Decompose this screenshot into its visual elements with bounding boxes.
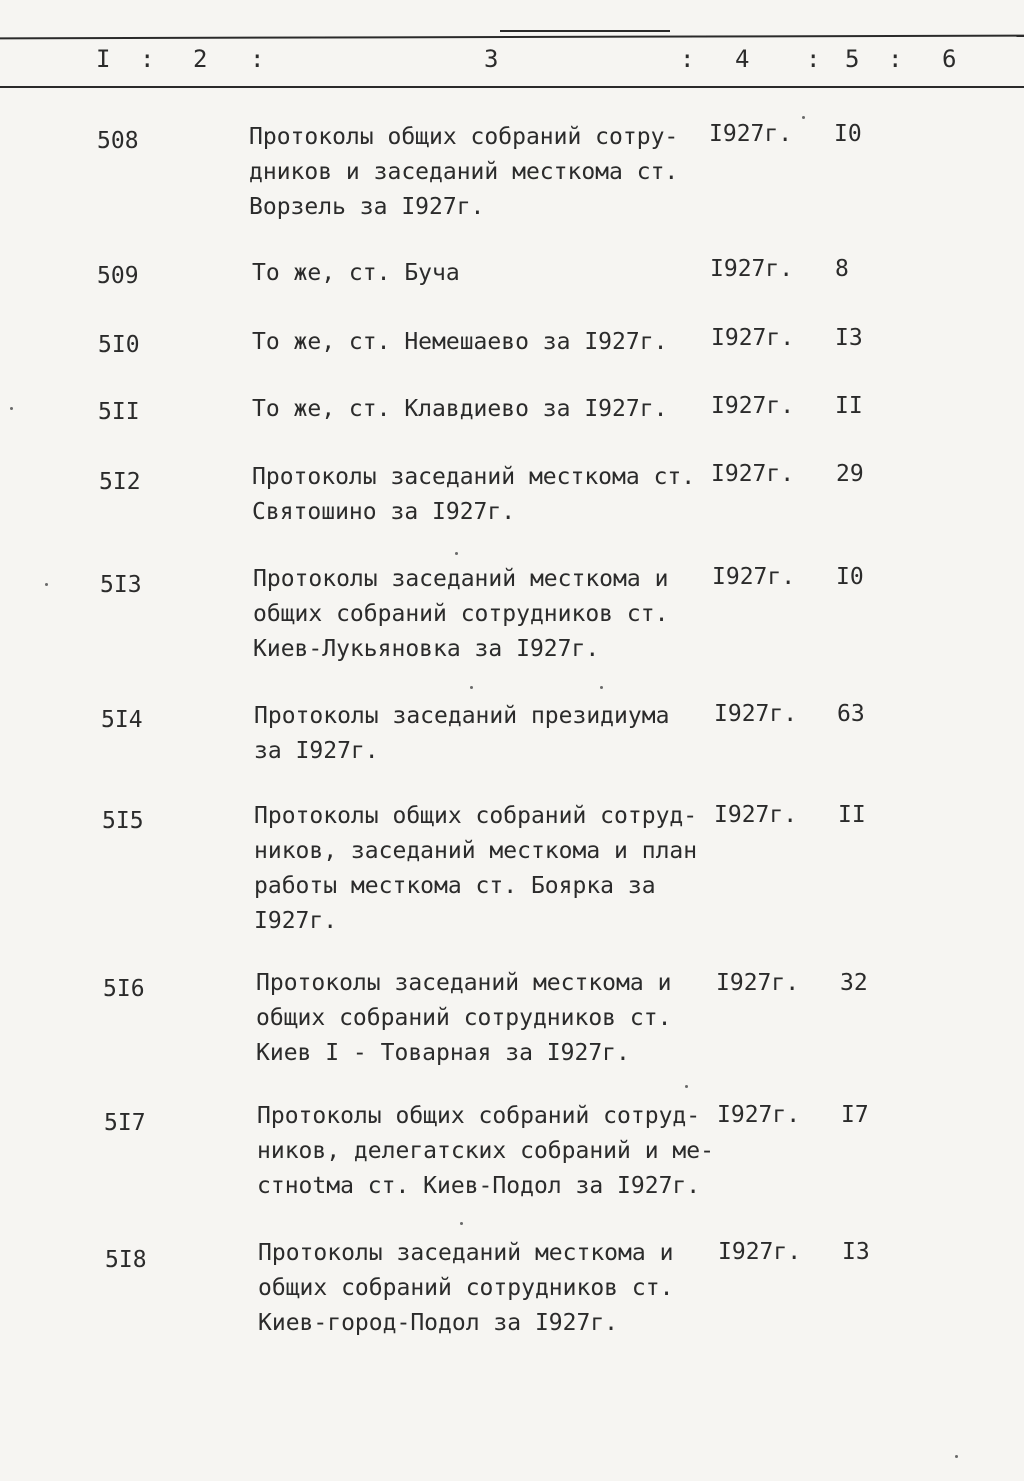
header-sep-2: :: [250, 45, 265, 73]
header-top-rule: [0, 35, 1024, 40]
row-518-description: [258, 1236, 718, 1341]
row-515-year: I927г.: [714, 802, 798, 828]
row-508-line-1: Протоколы общих собраний сотру-: [249, 124, 679, 150]
row-511-line-1: То же, ст. Клавдиево за I927г.: [252, 396, 668, 422]
header-sep-4: :: [806, 45, 821, 73]
row-514-line-2: за I927г.: [254, 738, 379, 764]
row-516-sheets: 32: [840, 970, 868, 996]
row-516-line-2: общих собраний сотрудников ст.: [256, 1005, 672, 1031]
row-508-number: 508: [97, 128, 139, 154]
row-513-number: 5I3: [100, 572, 142, 598]
row-515-line-4: I927г.: [254, 908, 338, 934]
row-509-line-1: То же, ст. Буча: [252, 260, 460, 286]
row-517-number: 5I7: [104, 1110, 146, 1136]
header-bottom-rule: [0, 86, 1024, 88]
row-511-description: [252, 392, 712, 427]
scan-speck: [802, 116, 805, 119]
scan-speck: [45, 583, 48, 586]
row-509-sheets: 8: [835, 256, 849, 282]
row-515-line-1: Протоколы общих собраний сотруд-: [254, 803, 698, 829]
header-col-4: 4: [735, 45, 750, 73]
row-518-sheets: I3: [842, 1239, 870, 1265]
scan-speck: [955, 1455, 958, 1458]
row-509-description: [252, 256, 712, 291]
row-517-description: [257, 1099, 717, 1204]
row-512-line-1: Протоколы заседаний месткома ст.: [252, 464, 696, 490]
row-508-sheets: I0: [834, 121, 862, 147]
row-518-year: I927г.: [718, 1239, 802, 1265]
row-510-sheets: I3: [835, 325, 863, 351]
row-513-line-3: Киев-Лукьяновка за I927г.: [253, 636, 600, 662]
row-512-sheets: 29: [836, 461, 864, 487]
row-512-description: [252, 460, 712, 530]
row-515-line-3: работы месткома ст. Боярка за: [254, 873, 656, 899]
row-513-line-1: Протоколы заседаний месткома и: [253, 566, 669, 592]
scan-speck: [685, 1085, 688, 1088]
row-510-year: I927г.: [711, 325, 795, 351]
scan-speck: [600, 686, 603, 689]
row-513-description: [253, 562, 713, 667]
row-517-sheets: I7: [841, 1102, 869, 1128]
row-516-year: I927г.: [716, 970, 800, 996]
row-518-line-1: Протоколы заседаний месткома и: [258, 1240, 674, 1266]
row-516-line-3: Киев I - Товарная за I927г.: [256, 1040, 630, 1066]
header-col-6: 6: [942, 45, 957, 73]
header-sep-3: :: [680, 45, 695, 73]
row-509-year: I927г.: [710, 256, 794, 282]
row-517-line-3: стноtма ст. Киев-Подол за I927г.: [257, 1173, 701, 1199]
row-517-year: I927г.: [717, 1102, 801, 1128]
row-511-number: 5II: [98, 399, 140, 425]
row-510-number: 5I0: [98, 332, 140, 358]
row-513-line-2: общих собраний сотрудников ст.: [253, 601, 669, 627]
row-514-sheets: 63: [837, 701, 865, 727]
row-509-number: 509: [97, 263, 139, 289]
row-513-year: I927г.: [712, 564, 796, 590]
row-514-line-1: Протоколы заседаний президиума: [254, 703, 670, 729]
scan-speck: [470, 686, 473, 689]
row-517-line-2: ников, делегатских собраний и ме-: [257, 1138, 714, 1164]
header-sep-5: :: [888, 45, 903, 73]
row-512-number: 5I2: [99, 469, 141, 495]
row-518-line-2: общих собраний сотрудников ст.: [258, 1275, 674, 1301]
header-sep-1: :: [140, 45, 155, 73]
row-516-number: 5I6: [103, 976, 145, 1002]
header-top-short-rule: [500, 30, 670, 32]
scan-speck: [10, 407, 13, 410]
row-514-number: 5I4: [101, 707, 143, 733]
row-518-number: 5I8: [105, 1247, 147, 1273]
header-col-3: 3: [484, 45, 499, 73]
row-518-line-3: Киев-город-Подол за I927г.: [258, 1310, 619, 1336]
scan-speck: [455, 552, 458, 555]
row-510-description: [252, 325, 712, 360]
header-col-1: I: [96, 45, 111, 73]
row-511-sheets: II: [835, 393, 863, 419]
row-517-line-1: Протоколы общих собраний сотруд-: [257, 1103, 701, 1129]
header-col-2: 2: [193, 45, 208, 73]
row-515-sheets: II: [838, 802, 866, 828]
row-510-line-1: То же, ст. Немешаево за I927г.: [252, 329, 668, 355]
row-512-year: I927г.: [711, 461, 795, 487]
row-508-year: I927г.: [709, 121, 793, 147]
row-513-sheets: I0: [836, 564, 864, 590]
row-512-line-2: Святошино за I927г.: [252, 499, 516, 525]
row-511-year: I927г.: [711, 393, 795, 419]
row-515-description: [254, 799, 714, 939]
row-508-description: [249, 120, 709, 225]
row-514-year: I927г.: [714, 701, 798, 727]
header-col-5: 5: [845, 45, 860, 73]
row-508-line-2: дников и заседаний месткома ст.: [249, 159, 679, 185]
row-516-description: [256, 966, 716, 1071]
row-516-line-1: Протоколы заседаний месткома и: [256, 970, 672, 996]
row-515-line-2: ников, заседаний месткома и план: [254, 838, 698, 864]
scan-speck: [460, 1222, 463, 1225]
row-515-number: 5I5: [102, 808, 144, 834]
row-514-description: [254, 699, 714, 769]
row-508-line-3: Ворзель за I927г.: [249, 194, 485, 220]
